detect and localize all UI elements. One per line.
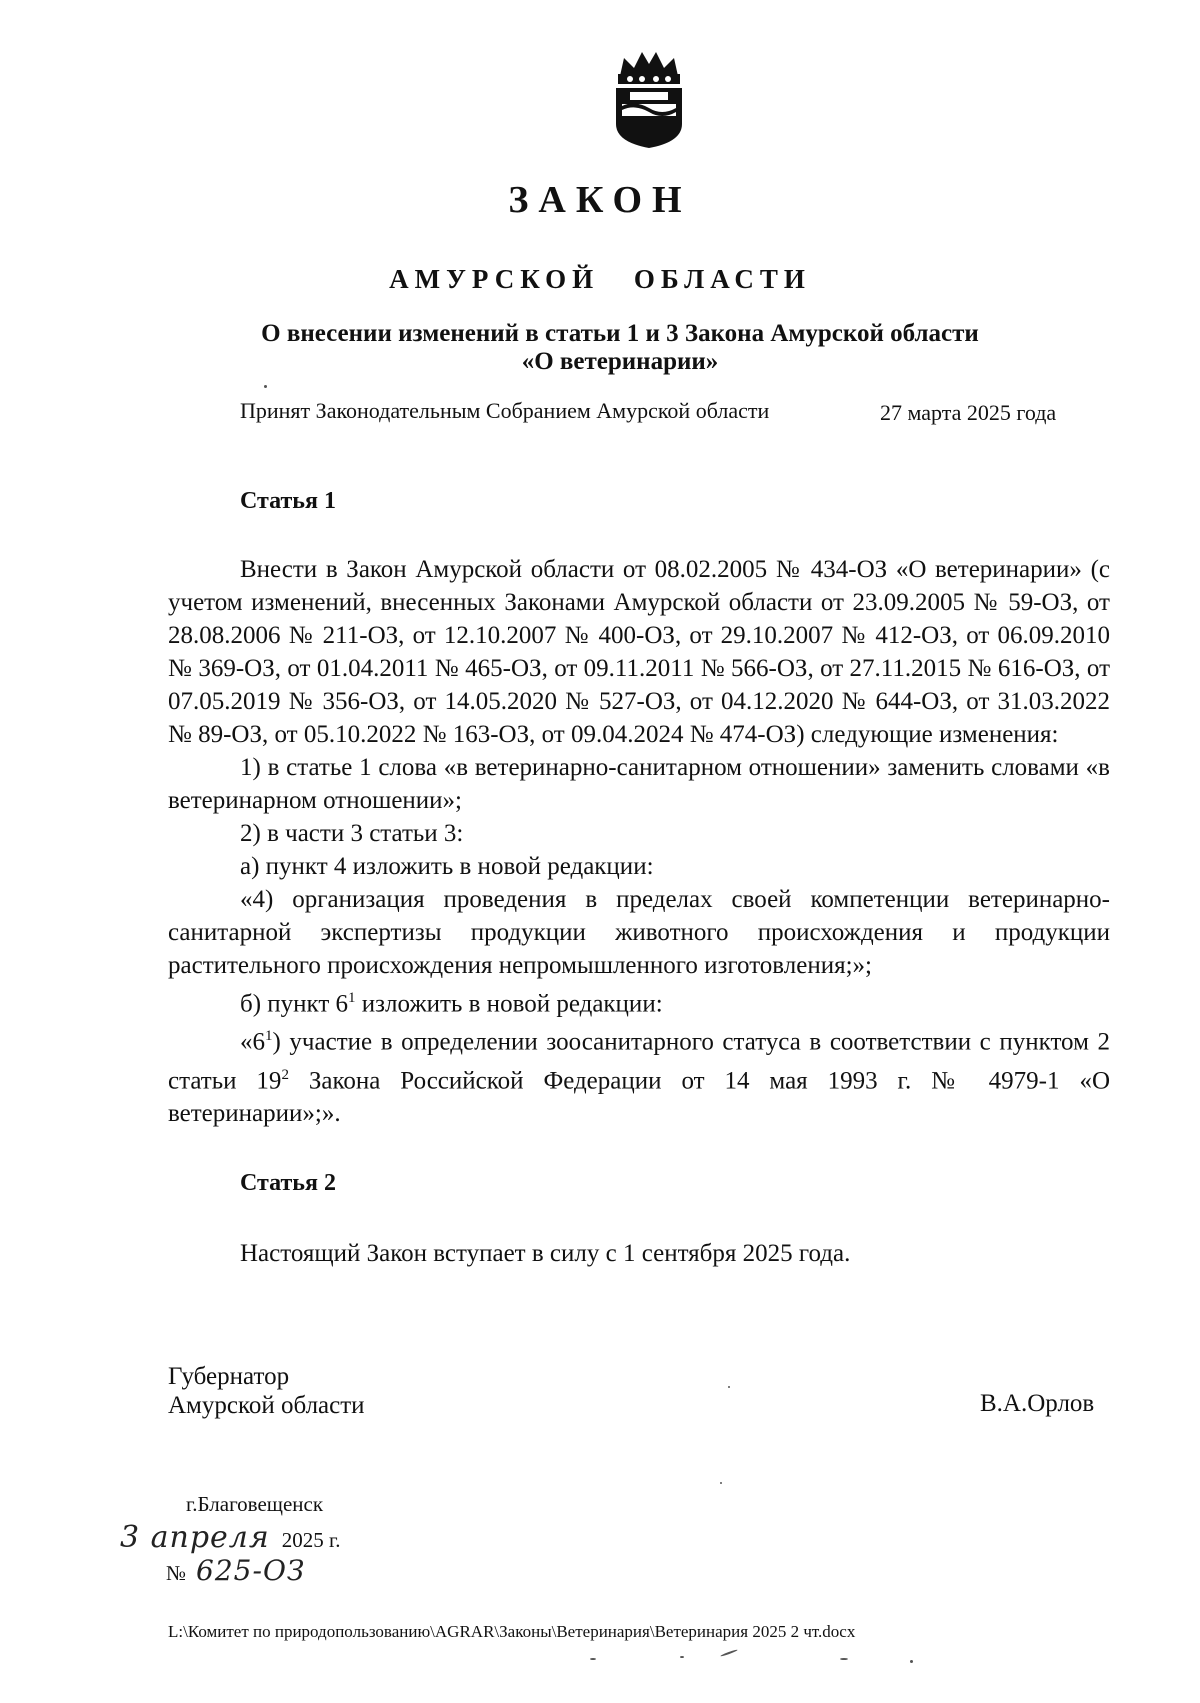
document-title: ЗАКОН: [508, 179, 692, 221]
article-1-item-2b-text: [168, 1020, 1110, 1130]
adopted-date: 27 марта 2025 года: [880, 400, 1057, 425]
law-subject-line-2: «О ветеринарии»: [521, 348, 719, 375]
law-subject: [160, 320, 1080, 376]
article-1-body: [168, 553, 1110, 1130]
signatory-title: [168, 1362, 365, 1420]
number-line: [166, 1554, 305, 1587]
article-1-item-1: 1) в статье 1 слова «в ветеринарно-санитарном отношении» заменить словами «в ветеринарном отношении»;: [168, 754, 1110, 814]
article-1-item-2a: а) пункт 4 изложить в новой редакции:: [240, 853, 654, 880]
year: 2025 г.: [281, 1528, 341, 1552]
article-2-text: Настоящий Закон вступает в силу с 1 сентября 2025 года.: [240, 1240, 851, 1267]
signatory-name: В.А.Орлов: [980, 1390, 1095, 1417]
item-2b-pre: б) пункт 6: [240, 990, 349, 1018]
article-1-item-2b: [168, 982, 1110, 1020]
item-2b-q-sup2: 2: [281, 1066, 289, 1083]
signatory-title-line-2: Амурской области: [168, 1392, 365, 1419]
item-2b-q-pre: «6: [240, 1028, 265, 1056]
item-2b-q-sup: 1: [265, 1028, 273, 1045]
signatory-title-line-1: Губернатор: [168, 1363, 290, 1390]
handwritten-date: 3 апреля: [120, 1520, 270, 1555]
law-subject-line-1: О внесении изменений в статьи 1 и 3 Закона Амурской области: [261, 320, 979, 347]
number-label: №: [166, 1561, 187, 1585]
file-path-footer: L:\Комитет по природопользованию\AGRAR\Законы\Ветеринария\Ветеринария 2025 2 чт.docx: [168, 1622, 856, 1641]
item-2b-post: изложить в новой редакции:: [355, 990, 663, 1018]
article-1-item-2: 2) в части 3 статьи 3:: [240, 820, 464, 847]
adopted-by: Принят Законодательным Собранием Амурской области: [240, 398, 770, 423]
coat-of-arms-emblem: [610, 46, 688, 150]
date-line: [120, 1520, 341, 1555]
item-2b-q-mid: ) участие в определении зоосанитарного статуса в соответствии с пунктом 2 статьи 19: [168, 1028, 1110, 1094]
article-2-heading: Статья 2: [240, 1170, 336, 1196]
article-1-item-2a-text: «4) организация проведения в пределах своей компетенции ветеринарно-санитарной экспертизы продукции животного происхождения и продукции растительного происхождения непромышленного изготовления;»;: [168, 886, 1110, 979]
item-2b-sup: 1: [348, 990, 356, 1006]
article-1-heading: Статья 1: [240, 488, 336, 514]
city: г.Благовещенск: [186, 1492, 324, 1516]
article-1-intro: Внести в Закон Амурской области от 08.02.2005 № 434-ОЗ «О ветеринарии» (с учетом изменений, внесенных Законами Амурской области от 23.09.2005 № 59-ОЗ, от 28.08.2006 № 211-ОЗ, от 12.10.2007 № 400-ОЗ, от 29.10.2007 № 412-ОЗ, от 06.09.2010 № 369-ОЗ, от 01.04.2011 № 465-ОЗ, от 09.11.2011 № 566-ОЗ, от 27.11.2015 № 616-ОЗ, от 07.05.2019 № 356-ОЗ, от 14.05.2020 № 527-ОЗ, от 04.12.2020 № 644-ОЗ, от 31.03.2022 № 89-ОЗ, от 05.10.2022 № 163-ОЗ, от 09.04.2024 № 474-ОЗ) следующие изменения:: [168, 556, 1110, 748]
region-title: АМУРСКОЙ ОБЛАСТИ: [389, 264, 811, 294]
item-2b-q-post: Закона Российской Федерации от 14 мая 1993 г. № 4979-1 «О ветеринарии»;».: [168, 1066, 1110, 1127]
handwritten-number: 625-ОЗ: [196, 1554, 306, 1587]
